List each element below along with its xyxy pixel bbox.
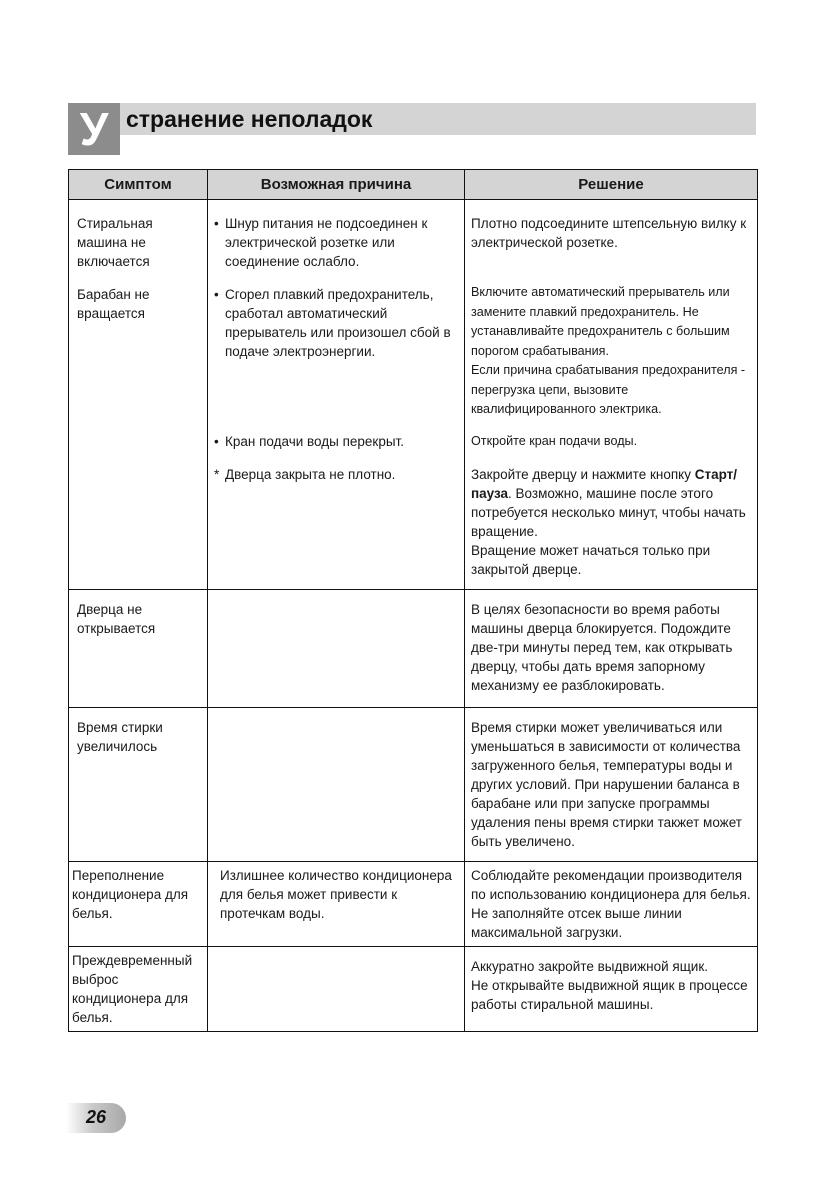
symptom-text: Дверца не открывается (77, 602, 156, 636)
cause-text: Кран подачи воды перекрыт. (225, 433, 404, 449)
column-header-solution: Решение (465, 170, 758, 200)
column-header-symptom: Симптом (69, 170, 208, 200)
page-title: странение неполадок (126, 106, 373, 132)
table-row (69, 451, 758, 590)
cause-text: Шнур питания не подсоединен к электрической розетке или соединение ослабло. (225, 216, 428, 269)
solution-text: Вращение может начаться только при закрытой дверце. (471, 543, 711, 577)
section-header (68, 103, 756, 155)
solution-text: Включите автоматический прерыватель или замените плавкий предохранитель. Не устанавливайте предохранитель с большим порогом срабатывания. (471, 285, 730, 358)
bullet-marker: • (214, 433, 219, 449)
asterisk-marker: * (214, 467, 220, 482)
solution-text: Не заполняйте отсек выше линии максимальной загрузки. (471, 906, 682, 940)
table-row (69, 200, 758, 272)
page-number-badge (66, 1103, 126, 1133)
table-row (69, 271, 758, 420)
troubleshooting-table (68, 169, 758, 1032)
table-row (69, 947, 758, 1032)
solution-text: Если причина срабатывания предохранителя - перегрузка цепи, вызовите квалифицированного электрика. (471, 363, 746, 416)
table-row (69, 862, 758, 947)
cause-text: Дверца закрыта не плотно. (225, 467, 396, 482)
cause-text: Излишнее количество кондиционера для белья может привести к протечкам воды. (220, 868, 452, 921)
solution-text: Закройте дверцу и нажмите кнопку Старт/пауза. Возможно, машине после этого потребуется несколько минут, чтобы начать вращение. (471, 467, 746, 539)
bullet-marker: • (214, 216, 219, 231)
solution-text: Откройте кран подачи воды. (471, 433, 638, 448)
symptom-text: Время стирки увеличилось (77, 720, 163, 754)
button-name-start-pause: Старт/пауза (471, 467, 738, 501)
solution-text: Соблюдайте рекомендации производителя по использованию кондиционера для белья. (471, 868, 751, 902)
solution-text: В целях безопасности во время работы машины дверца блокируется. Подождите две-три минуты перед тем, как открывать дверцу, чтобы дать время запорному механизму ее разблокировать. (471, 602, 733, 693)
table-header-row (69, 170, 758, 200)
symptom-text: Стиральная машина не включается (77, 216, 153, 269)
table-row (69, 420, 758, 452)
solution-text: Не открывайте выдвижной ящик в процессе работы стиральной машины. (471, 978, 748, 1012)
table-row (69, 590, 758, 708)
column-header-cause: Возможная причина (208, 170, 465, 200)
header-initial-letter: У (68, 103, 120, 155)
page-number: 26 (86, 1107, 107, 1127)
solution-text: Время стирки может увеличиваться или уменьшаться в зависимости от количества загруженного белья, температуры воды и других условий. При нарушении баланса в барабане или при запуске программы удаления пены время стирки такжет может быть увеличено. (471, 720, 742, 849)
solution-text: Аккуратно закройте выдвижной ящик. (471, 959, 709, 974)
solution-text: Плотно подсоедините штепсельную вилку к электрической розетке. (471, 216, 747, 250)
cause-text: Сгорел плавкий предохранитель, сработал автоматический прерыватель или произошел сбой в подаче электроэнергии. (225, 287, 451, 359)
symptom-text: Барабан не вращается (77, 287, 150, 321)
bullet-marker: • (214, 287, 219, 302)
symptom-text: Преждевременный выброс кондиционера для белья. (72, 953, 193, 1025)
symptom-text: Переполнение кондиционера для белья. (72, 868, 189, 921)
table-row (69, 708, 758, 862)
